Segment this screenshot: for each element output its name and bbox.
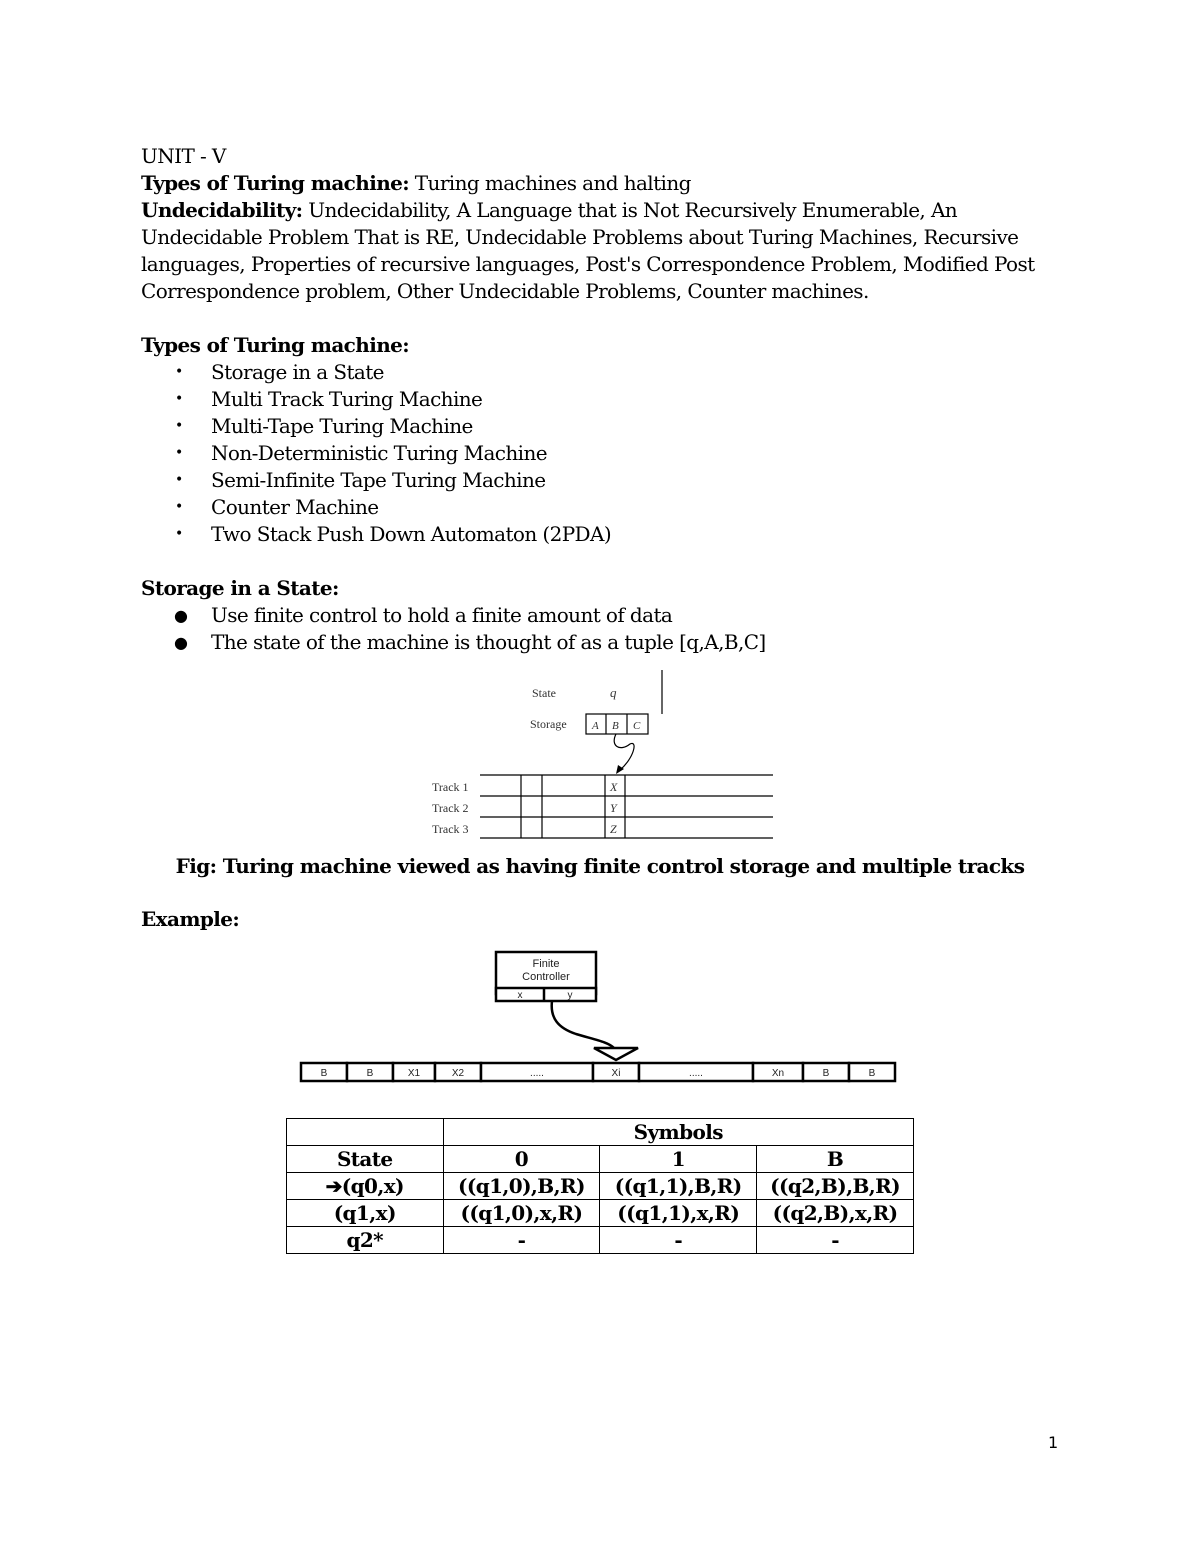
types-summary (141, 170, 1041, 197)
undecidability-line: Correspondence problem, Other Undecidable Problems, Counter machines. (141, 279, 869, 303)
list-item: • Multi Track Turing Machine (175, 387, 483, 411)
controller-cell: y (567, 990, 573, 1001)
list-item: • Storage in a State (175, 360, 384, 384)
table-row (287, 1173, 914, 1200)
table-row (287, 1200, 914, 1227)
storage-cell: B (612, 720, 619, 732)
tape-cell: B (320, 1068, 328, 1079)
bullet-icon: ● (174, 606, 188, 625)
bullet-icon: • (175, 499, 183, 515)
storage-heading: Storage in a State: (141, 576, 339, 600)
tape-cell: B (366, 1068, 374, 1079)
table-cell: ((q2,B),x,R) (757, 1200, 914, 1227)
table-cell: ((q1,0),x,R) (443, 1200, 600, 1227)
table-row (287, 1146, 914, 1173)
tape-cell: B (868, 1068, 876, 1079)
undecidability-line: languages, Properties of recursive languages, Post's Correspondence Problem, Modified Post (141, 252, 1035, 276)
types-text: Turing machines and halting (409, 171, 691, 195)
list-item: • Non-Deterministic Turing Machine (175, 441, 547, 465)
undecidability-line: Undecidability, A Language that is Not Recursively Enumerable, An (302, 198, 958, 222)
tape-cell: X2 (451, 1068, 465, 1079)
tape-cell: B (822, 1068, 830, 1079)
track-label: Track 2 (432, 801, 469, 815)
bullet-icon: • (175, 418, 183, 434)
symbols-header: Symbols (443, 1119, 913, 1146)
track-value: Y (610, 801, 617, 815)
storage-list (141, 602, 1041, 656)
tape-cell: Xn (771, 1068, 785, 1079)
page-number: 1 (1048, 1433, 1059, 1452)
bullet-icon: • (175, 445, 183, 461)
table-cell: 0 (443, 1146, 600, 1173)
list-item: • Two Stack Push Down Automaton (2PDA) (175, 522, 612, 546)
head-arrow (614, 734, 634, 770)
list-item: ● Use finite control to hold a finite amount of data (174, 603, 673, 627)
types-list (141, 359, 1041, 548)
controller-tape-figure (296, 946, 902, 1088)
storage-cell: C (633, 720, 641, 732)
track-label: Track 1 (432, 780, 469, 794)
table-row (287, 1119, 914, 1146)
undecidability-label: Undecidability: (141, 198, 303, 222)
table-cell: - (757, 1227, 914, 1254)
table-cell: 1 (600, 1146, 757, 1173)
table-cell: B (757, 1146, 914, 1173)
figure-caption: Fig: Turing machine viewed as having finite control storage and multiple tracks (175, 854, 1025, 878)
storage-tracks-figure (420, 668, 780, 848)
storage-cell: A (592, 720, 599, 732)
tape-cell: ..... (530, 1068, 544, 1079)
example-heading: Example: (141, 907, 240, 931)
table-cell: ((q1,1),x,R) (600, 1200, 757, 1227)
table-cell: (q1,x) (287, 1200, 444, 1227)
table-cell: ➔(q0,x) (287, 1173, 444, 1200)
table-cell: - (443, 1227, 600, 1254)
bullet-icon: • (175, 472, 183, 488)
unit-title: UNIT - V (141, 144, 226, 168)
track-value: Z (610, 822, 617, 836)
bullet-icon: • (175, 364, 183, 380)
table-row (287, 1227, 914, 1254)
table-cell (287, 1119, 444, 1146)
main-text (141, 143, 1041, 656)
storage-label: Storage (530, 717, 567, 731)
transition-table (286, 1118, 914, 1254)
tape (301, 1063, 895, 1081)
undecidability-line: Undecidable Problem That is RE, Undecidable Problems about Turing Machines, Recursive (141, 225, 1019, 249)
types-label: Types of Turing machine: (141, 171, 410, 195)
state-value: q (610, 685, 617, 700)
state-label: State (532, 686, 556, 700)
list-item: • Multi-Tape Turing Machine (175, 414, 473, 438)
table-cell: ((q2,B),B,R) (757, 1173, 914, 1200)
bullet-icon: • (175, 391, 183, 407)
table-cell: q2* (287, 1227, 444, 1254)
controller-cell: x (517, 990, 523, 1001)
bullet-icon: ● (174, 633, 188, 652)
list-item: • Counter Machine (175, 495, 379, 519)
tape-cell: X1 (407, 1068, 421, 1079)
controller-label: Controller (522, 971, 570, 983)
bullet-icon: • (175, 526, 183, 542)
table-cell: ((q1,0),B,R) (443, 1173, 600, 1200)
list-item: ● The state of the machine is thought of as a tuple [q,A,B,C] (174, 630, 766, 654)
track-value: X (610, 780, 618, 794)
table-cell: State (287, 1146, 444, 1173)
track-label: Track 3 (432, 822, 469, 836)
tape-cell: ..... (689, 1068, 703, 1079)
tape-cell: Xi (611, 1068, 621, 1079)
list-item: • Semi-Infinite Tape Turing Machine (175, 468, 546, 492)
head-arrow (552, 1001, 614, 1048)
table-cell: - (600, 1227, 757, 1254)
table-cell: ((q1,1),B,R) (600, 1173, 757, 1200)
controller-label: Finite (532, 958, 560, 970)
undecidability-summary (141, 197, 1041, 224)
types-heading: Types of Turing machine: (141, 333, 410, 357)
